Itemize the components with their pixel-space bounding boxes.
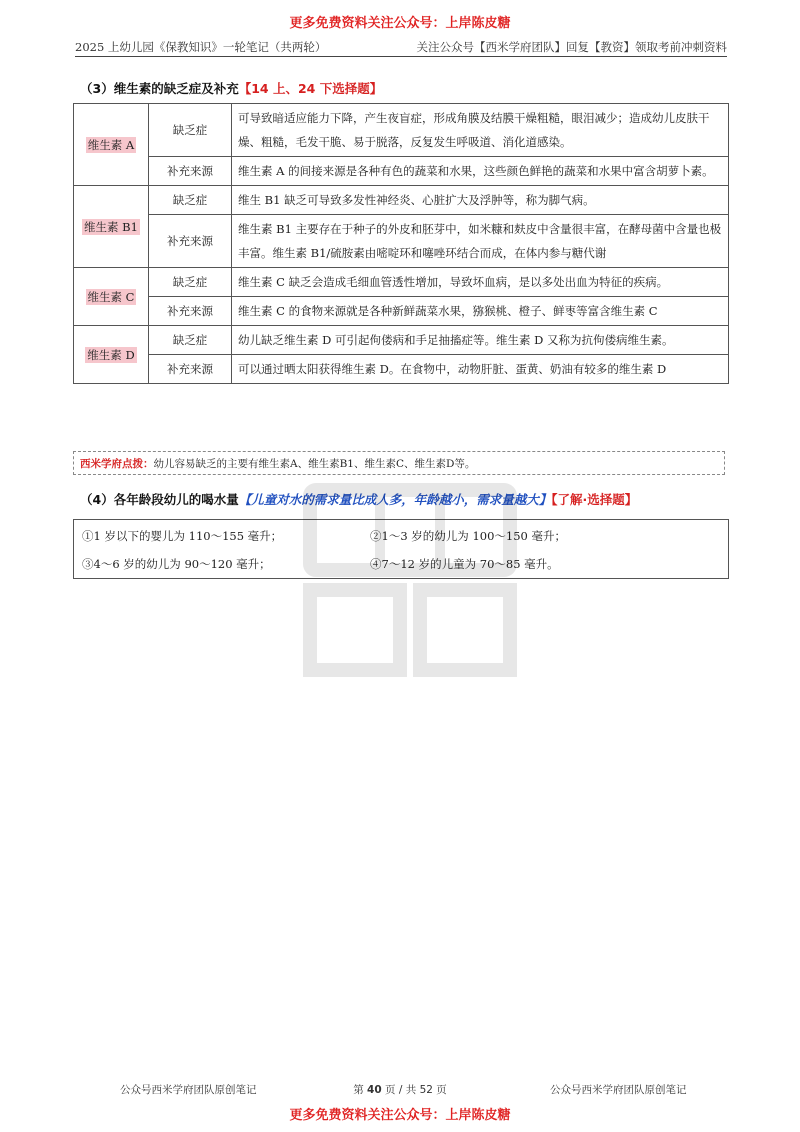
- deficiency-text: 可导致暗适应能力下降，产生夜盲症，形成角膜及结膜干燥粗糙，眼泪减少；造成幼儿皮肤干燥、粗糙，毛发干脆、易于脱落，反复发生呼吸道、消化道感染。: [232, 104, 729, 157]
- page-unit: 页: [436, 1084, 447, 1096]
- promo-banner-top: 更多免费资料关注公众号：上岸陈皮糖: [289, 16, 511, 31]
- vitamin-name-cell: [74, 104, 149, 186]
- vitamin-name: 维生素 A: [87, 137, 135, 152]
- table-row: [74, 268, 729, 297]
- page-header: [75, 39, 727, 57]
- deficiency-label: 缺乏症: [149, 268, 232, 297]
- page-label: 第: [353, 1084, 364, 1096]
- vitamin-name: 维生素 D: [87, 347, 135, 362]
- table-row: [74, 326, 729, 355]
- vitamin-name-cell: [74, 326, 149, 384]
- section-3-heading: （3）维生素的缺乏症及补充: [80, 81, 239, 96]
- water-item: ④7～12 岁的儿童为 70～85 毫升。: [370, 557, 559, 571]
- header-left: 2025 上幼儿园《保教知识》一轮笔记（共两轮）: [75, 40, 327, 54]
- vitamin-table: [73, 103, 729, 384]
- deficiency-label: 缺乏症: [149, 104, 232, 157]
- section-3-title: [80, 79, 382, 97]
- source-text: 维生素 A 的间接来源是各种有色的蔬菜和水果，这些颜色鲜艳的蔬菜和水果中富含胡萝卜素。: [232, 157, 729, 186]
- vitamin-name-cell: [74, 268, 149, 326]
- footer-left: 公众号西米学府团队原创笔记: [120, 1084, 257, 1096]
- source-text: 维生素 C 的食物来源就是各种新鲜蔬菜水果，猕猴桃、橙子、鲜枣等富含维生素 C: [232, 297, 729, 326]
- deficiency-label: 缺乏症: [149, 186, 232, 215]
- source-text: 可以通过晒太阳获得维生素 D。在食物中，动物肝脏、蛋黄、奶油有较多的维生素 D: [232, 355, 729, 384]
- source-label: 补充来源: [149, 215, 232, 268]
- watermark-logo: [290, 480, 530, 680]
- table-row: [74, 157, 729, 186]
- source-label: 补充来源: [149, 157, 232, 186]
- section-3-tag: 【14 上、24 下选择题】: [238, 81, 383, 96]
- deficiency-text: 维生素 C 缺乏会造成毛细血管透性增加，导致坏血病，是以多处出血为特征的疾病。: [232, 268, 729, 297]
- water-item: ③4～6 岁的幼儿为 90～120 毫升；: [82, 557, 271, 571]
- vitamin-name: 维生素 B1: [84, 219, 138, 234]
- vitamin-name-cell: [74, 186, 149, 268]
- deficiency-label: 缺乏症: [149, 326, 232, 355]
- page-separator: 页 / 共: [385, 1084, 417, 1096]
- page-current: 40: [367, 1084, 382, 1096]
- source-text: 维生素 B1 主要存在于种子的外皮和胚芽中，如米糠和麸皮中含量很丰富，在酵母菌中含量也极丰富。维生素 B1/硫胺素由嘧啶环和噻唑环结合而成，在体内参与糖代谢: [232, 215, 729, 268]
- table-row: [74, 104, 729, 157]
- tip-box: [73, 451, 725, 475]
- water-item: ②1～3 岁的幼儿为 100～150 毫升；: [370, 529, 566, 543]
- promo-banner-bottom: 更多免费资料关注公众号：上岸陈皮糖: [289, 1108, 511, 1123]
- footer-right: 公众号西米学府团队原创笔记: [550, 1084, 687, 1096]
- tip-label: 西米学府点拨：: [80, 458, 154, 470]
- page-total: 52: [419, 1084, 433, 1096]
- deficiency-text: 维生 B1 缺乏可导致多发性神经炎、心脏扩大及浮肿等，称为脚气病。: [232, 186, 729, 215]
- water-item: ①1 岁以下的婴儿为 110～155 毫升；: [82, 529, 283, 543]
- section-4-tag-blue: 【儿童对水的需求量比成人多，年龄越小，需求量越大】: [238, 492, 552, 507]
- section-4-tag-red: 【了解·选择题】: [551, 492, 638, 507]
- table-row: [74, 355, 729, 384]
- tip-text: 幼儿容易缺乏的主要有维生素A、维生素B1、维生素C、维生素D等。: [153, 458, 476, 470]
- source-label: 补充来源: [149, 297, 232, 326]
- table-row: [74, 215, 729, 268]
- section-4-heading: （4）各年龄段幼儿的喝水量: [80, 492, 239, 507]
- table-row: [74, 186, 729, 215]
- deficiency-text: 幼儿缺乏维生素 D 可引起佝偻病和手足抽搐症等。维生素 D 又称为抗佝偻病维生素。: [232, 326, 729, 355]
- vitamin-name: 维生素 C: [87, 289, 135, 304]
- header-right: 关注公众号【西米学府团队】回复【教资】领取考前冲刺资料: [416, 40, 727, 54]
- source-label: 补充来源: [149, 355, 232, 384]
- table-row: [74, 297, 729, 326]
